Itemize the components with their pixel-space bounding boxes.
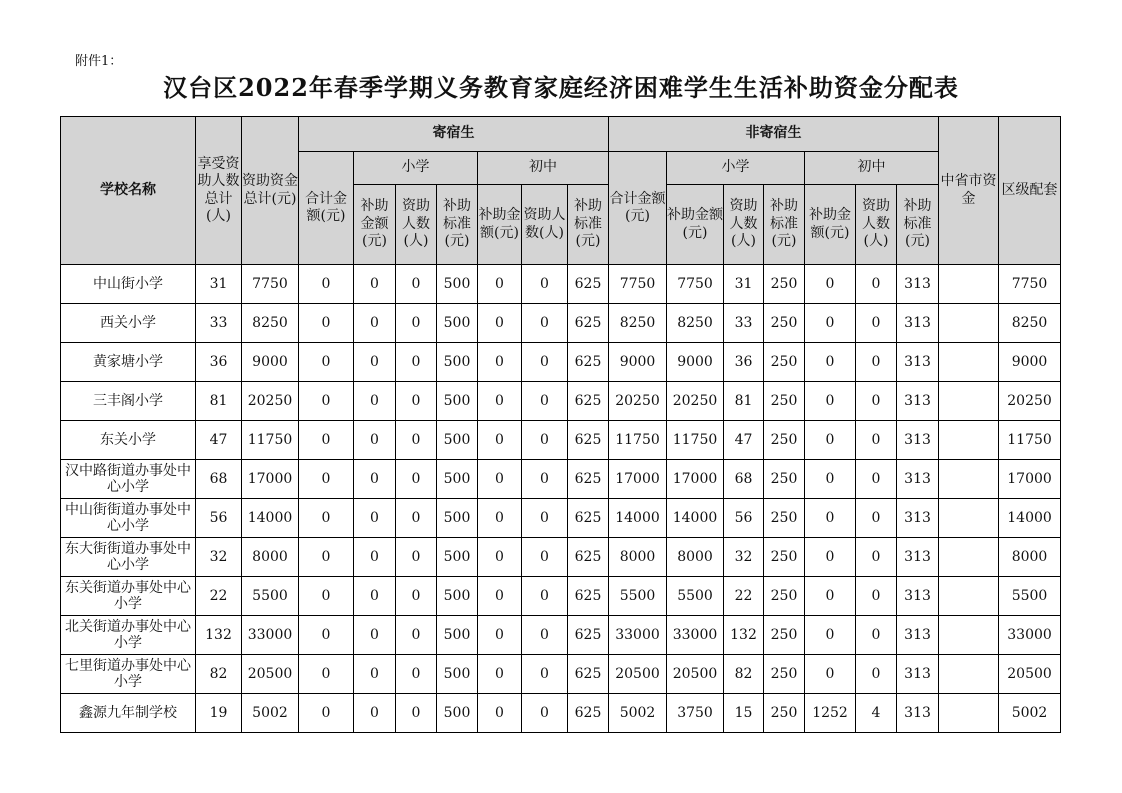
school-name-cell: 北关街道办事处中心小学 [61, 616, 196, 655]
nonboarding-primary-people-cell: 15 [724, 694, 764, 733]
total-funds-cell: 7750 [242, 265, 299, 304]
nonboarding-middle-amount-cell: 0 [805, 460, 856, 499]
boarding-primary-standard-cell: 500 [437, 538, 478, 577]
table-row [61, 577, 1061, 616]
header-b-m-people: 资助人数(人) [522, 185, 568, 265]
nonboarding-primary-amount-cell: 9000 [667, 343, 724, 382]
nonboarding-subtotal-cell: 14000 [609, 499, 667, 538]
nonboarding-middle-amount-cell: 0 [805, 382, 856, 421]
boarding-subtotal-cell: 0 [299, 694, 354, 733]
prov-city-funds-cell [939, 382, 999, 421]
allocation-table [60, 116, 1061, 733]
boarding-primary-standard-cell: 500 [437, 616, 478, 655]
total-people-cell: 56 [196, 499, 242, 538]
nonboarding-middle-amount-cell: 0 [805, 265, 856, 304]
table-row [61, 304, 1061, 343]
nonboarding-primary-people-cell: 31 [724, 265, 764, 304]
nonboarding-primary-amount-cell: 11750 [667, 421, 724, 460]
boarding-primary-people-cell: 0 [396, 382, 437, 421]
total-people-cell: 33 [196, 304, 242, 343]
boarding-primary-amount-cell: 0 [354, 382, 396, 421]
nonboarding-primary-amount-cell: 5500 [667, 577, 724, 616]
nonboarding-primary-standard-cell: 250 [764, 304, 805, 343]
nonboarding-middle-people-cell: 0 [856, 265, 897, 304]
nonboarding-middle-amount-cell: 0 [805, 499, 856, 538]
district-match-cell: 20500 [999, 655, 1061, 694]
table-body [61, 265, 1061, 733]
boarding-subtotal-cell: 0 [299, 655, 354, 694]
boarding-primary-people-cell: 0 [396, 655, 437, 694]
nonboarding-middle-standard-cell: 313 [897, 538, 939, 577]
district-match-cell: 14000 [999, 499, 1061, 538]
boarding-primary-people-cell: 0 [396, 265, 437, 304]
nonboarding-middle-standard-cell: 313 [897, 616, 939, 655]
boarding-primary-amount-cell: 0 [354, 538, 396, 577]
nonboarding-primary-people-cell: 22 [724, 577, 764, 616]
boarding-primary-standard-cell: 500 [437, 499, 478, 538]
boarding-primary-standard-cell: 500 [437, 343, 478, 382]
nonboarding-middle-amount-cell: 0 [805, 577, 856, 616]
prov-city-funds-cell [939, 616, 999, 655]
total-funds-cell: 11750 [242, 421, 299, 460]
nonboarding-subtotal-cell: 20500 [609, 655, 667, 694]
boarding-primary-amount-cell: 0 [354, 616, 396, 655]
nonboarding-middle-standard-cell: 313 [897, 499, 939, 538]
nonboarding-subtotal-cell: 9000 [609, 343, 667, 382]
header-nonboarding-subtotal: 合计金额(元) [609, 152, 667, 265]
boarding-subtotal-cell: 0 [299, 616, 354, 655]
nonboarding-primary-people-cell: 132 [724, 616, 764, 655]
boarding-middle-standard-cell: 625 [568, 421, 609, 460]
boarding-middle-standard-cell: 625 [568, 382, 609, 421]
nonboarding-middle-standard-cell: 313 [897, 460, 939, 499]
nonboarding-middle-people-cell: 0 [856, 343, 897, 382]
header-b-p-amount: 补助金额(元) [354, 185, 396, 265]
nonboarding-middle-standard-cell: 313 [897, 343, 939, 382]
attachment-label: 附件1： [75, 54, 123, 69]
boarding-middle-standard-cell: 625 [568, 460, 609, 499]
boarding-middle-amount-cell: 0 [478, 460, 522, 499]
nonboarding-middle-people-cell: 0 [856, 577, 897, 616]
nonboarding-middle-standard-cell: 313 [897, 265, 939, 304]
nonboarding-middle-amount-cell: 0 [805, 538, 856, 577]
nonboarding-middle-amount-cell: 0 [805, 343, 856, 382]
nonboarding-middle-standard-cell: 313 [897, 421, 939, 460]
boarding-middle-amount-cell: 0 [478, 382, 522, 421]
nonboarding-primary-amount-cell: 17000 [667, 460, 724, 499]
boarding-subtotal-cell: 0 [299, 343, 354, 382]
nonboarding-primary-standard-cell: 250 [764, 499, 805, 538]
boarding-middle-amount-cell: 0 [478, 499, 522, 538]
prov-city-funds-cell [939, 538, 999, 577]
nonboarding-middle-standard-cell: 313 [897, 694, 939, 733]
prov-city-funds-cell [939, 343, 999, 382]
nonboarding-primary-amount-cell: 8000 [667, 538, 724, 577]
nonboarding-primary-standard-cell: 250 [764, 577, 805, 616]
boarding-primary-people-cell: 0 [396, 694, 437, 733]
district-match-cell: 5500 [999, 577, 1061, 616]
total-people-cell: 132 [196, 616, 242, 655]
nonboarding-middle-people-cell: 0 [856, 616, 897, 655]
boarding-middle-people-cell: 0 [522, 655, 568, 694]
boarding-subtotal-cell: 0 [299, 499, 354, 538]
boarding-primary-standard-cell: 500 [437, 421, 478, 460]
boarding-middle-standard-cell: 625 [568, 616, 609, 655]
boarding-primary-standard-cell: 500 [437, 304, 478, 343]
nonboarding-middle-amount-cell: 0 [805, 616, 856, 655]
boarding-middle-people-cell: 0 [522, 499, 568, 538]
header-total-people: 享受资助人数总计(人) [196, 117, 242, 265]
nonboarding-primary-standard-cell: 250 [764, 460, 805, 499]
school-name-cell: 中山街小学 [61, 265, 196, 304]
nonboarding-primary-people-cell: 68 [724, 460, 764, 499]
total-people-cell: 68 [196, 460, 242, 499]
boarding-primary-amount-cell: 0 [354, 304, 396, 343]
total-funds-cell: 33000 [242, 616, 299, 655]
header-nb-m-amount: 补助金额(元) [805, 185, 856, 265]
boarding-middle-amount-cell: 0 [478, 304, 522, 343]
total-funds-cell: 20500 [242, 655, 299, 694]
nonboarding-subtotal-cell: 5002 [609, 694, 667, 733]
boarding-primary-people-cell: 0 [396, 499, 437, 538]
school-name-cell: 东大街街道办事处中心小学 [61, 538, 196, 577]
header-non-boarding: 非寄宿生 [609, 117, 939, 152]
boarding-primary-amount-cell: 0 [354, 421, 396, 460]
header-total-funds: 资助资金总计(元) [242, 117, 299, 265]
total-funds-cell: 5500 [242, 577, 299, 616]
boarding-middle-standard-cell: 625 [568, 304, 609, 343]
total-people-cell: 47 [196, 421, 242, 460]
nonboarding-primary-people-cell: 47 [724, 421, 764, 460]
district-match-cell: 20250 [999, 382, 1061, 421]
nonboarding-primary-amount-cell: 3750 [667, 694, 724, 733]
boarding-primary-amount-cell: 0 [354, 499, 396, 538]
boarding-primary-people-cell: 0 [396, 304, 437, 343]
header-district-match: 区级配套 [999, 117, 1061, 265]
nonboarding-middle-standard-cell: 313 [897, 577, 939, 616]
nonboarding-middle-people-cell: 0 [856, 460, 897, 499]
table-row [61, 694, 1061, 733]
boarding-middle-people-cell: 0 [522, 538, 568, 577]
table-row [61, 460, 1061, 499]
nonboarding-primary-standard-cell: 250 [764, 265, 805, 304]
boarding-subtotal-cell: 0 [299, 421, 354, 460]
nonboarding-primary-people-cell: 32 [724, 538, 764, 577]
total-people-cell: 32 [196, 538, 242, 577]
nonboarding-primary-standard-cell: 250 [764, 421, 805, 460]
nonboarding-middle-people-cell: 0 [856, 655, 897, 694]
school-name-cell: 中山街街道办事处中心小学 [61, 499, 196, 538]
boarding-middle-standard-cell: 625 [568, 694, 609, 733]
nonboarding-primary-people-cell: 56 [724, 499, 764, 538]
boarding-subtotal-cell: 0 [299, 304, 354, 343]
table-row [61, 499, 1061, 538]
boarding-primary-standard-cell: 500 [437, 382, 478, 421]
boarding-middle-amount-cell: 0 [478, 694, 522, 733]
nonboarding-primary-standard-cell: 250 [764, 343, 805, 382]
header-nb-m-people: 资助人数(人) [856, 185, 897, 265]
boarding-middle-amount-cell: 0 [478, 655, 522, 694]
boarding-middle-amount-cell: 0 [478, 343, 522, 382]
school-name-cell: 七里街道办事处中心小学 [61, 655, 196, 694]
boarding-middle-people-cell: 0 [522, 616, 568, 655]
nonboarding-middle-standard-cell: 313 [897, 655, 939, 694]
boarding-primary-people-cell: 0 [396, 421, 437, 460]
table-row [61, 265, 1061, 304]
school-name-cell: 鑫源九年制学校 [61, 694, 196, 733]
header-b-p-standard: 补助标准(元) [437, 185, 478, 265]
boarding-middle-standard-cell: 625 [568, 265, 609, 304]
boarding-primary-amount-cell: 0 [354, 460, 396, 499]
header-nb-p-people: 资助人数(人) [724, 185, 764, 265]
boarding-middle-standard-cell: 625 [568, 538, 609, 577]
header-boarding: 寄宿生 [299, 117, 609, 152]
nonboarding-primary-amount-cell: 14000 [667, 499, 724, 538]
nonboarding-primary-amount-cell: 7750 [667, 265, 724, 304]
boarding-middle-standard-cell: 625 [568, 343, 609, 382]
total-funds-cell: 8000 [242, 538, 299, 577]
nonboarding-subtotal-cell: 33000 [609, 616, 667, 655]
nonboarding-middle-amount-cell: 1252 [805, 694, 856, 733]
boarding-middle-people-cell: 0 [522, 460, 568, 499]
header-nb-m-standard: 补助标准(元) [897, 185, 939, 265]
boarding-primary-people-cell: 0 [396, 460, 437, 499]
prov-city-funds-cell [939, 304, 999, 343]
nonboarding-primary-standard-cell: 250 [764, 382, 805, 421]
boarding-middle-standard-cell: 625 [568, 577, 609, 616]
total-people-cell: 31 [196, 265, 242, 304]
school-name-cell: 西关小学 [61, 304, 196, 343]
boarding-middle-people-cell: 0 [522, 343, 568, 382]
boarding-primary-people-cell: 0 [396, 577, 437, 616]
prov-city-funds-cell [939, 421, 999, 460]
table-row [61, 421, 1061, 460]
prov-city-funds-cell [939, 655, 999, 694]
nonboarding-middle-standard-cell: 313 [897, 304, 939, 343]
total-funds-cell: 8250 [242, 304, 299, 343]
total-people-cell: 82 [196, 655, 242, 694]
boarding-middle-standard-cell: 625 [568, 655, 609, 694]
nonboarding-subtotal-cell: 5500 [609, 577, 667, 616]
nonboarding-primary-amount-cell: 20500 [667, 655, 724, 694]
nonboarding-subtotal-cell: 17000 [609, 460, 667, 499]
table-row [61, 538, 1061, 577]
boarding-primary-amount-cell: 0 [354, 343, 396, 382]
boarding-primary-people-cell: 0 [396, 616, 437, 655]
nonboarding-middle-people-cell: 0 [856, 538, 897, 577]
boarding-middle-people-cell: 0 [522, 265, 568, 304]
district-match-cell: 17000 [999, 460, 1061, 499]
nonboarding-primary-standard-cell: 250 [764, 655, 805, 694]
boarding-primary-amount-cell: 0 [354, 655, 396, 694]
prov-city-funds-cell [939, 499, 999, 538]
total-people-cell: 81 [196, 382, 242, 421]
total-funds-cell: 5002 [242, 694, 299, 733]
boarding-primary-amount-cell: 0 [354, 577, 396, 616]
nonboarding-primary-standard-cell: 250 [764, 538, 805, 577]
nonboarding-middle-people-cell: 4 [856, 694, 897, 733]
prov-city-funds-cell [939, 265, 999, 304]
nonboarding-primary-people-cell: 36 [724, 343, 764, 382]
boarding-primary-amount-cell: 0 [354, 265, 396, 304]
nonboarding-middle-people-cell: 0 [856, 499, 897, 538]
total-funds-cell: 14000 [242, 499, 299, 538]
boarding-primary-people-cell: 0 [396, 538, 437, 577]
total-funds-cell: 9000 [242, 343, 299, 382]
district-match-cell: 9000 [999, 343, 1061, 382]
nonboarding-primary-people-cell: 82 [724, 655, 764, 694]
boarding-middle-amount-cell: 0 [478, 577, 522, 616]
page-title: 汉台区2022年春季学期义务教育家庭经济困难学生生活补助资金分配表 [163, 73, 959, 102]
boarding-subtotal-cell: 0 [299, 577, 354, 616]
boarding-primary-people-cell: 0 [396, 343, 437, 382]
boarding-subtotal-cell: 0 [299, 265, 354, 304]
boarding-subtotal-cell: 0 [299, 460, 354, 499]
prov-city-funds-cell [939, 577, 999, 616]
header-boarding-middle: 初中 [478, 152, 609, 185]
boarding-primary-standard-cell: 500 [437, 460, 478, 499]
header-boarding-subtotal: 合计金额(元) [299, 152, 354, 265]
boarding-middle-people-cell: 0 [522, 577, 568, 616]
school-name-cell: 黄家塘小学 [61, 343, 196, 382]
table-row [61, 655, 1061, 694]
nonboarding-subtotal-cell: 11750 [609, 421, 667, 460]
nonboarding-middle-people-cell: 0 [856, 382, 897, 421]
nonboarding-subtotal-cell: 20250 [609, 382, 667, 421]
boarding-middle-standard-cell: 625 [568, 499, 609, 538]
nonboarding-primary-amount-cell: 20250 [667, 382, 724, 421]
nonboarding-subtotal-cell: 8250 [609, 304, 667, 343]
nonboarding-primary-standard-cell: 250 [764, 616, 805, 655]
nonboarding-primary-amount-cell: 8250 [667, 304, 724, 343]
header-b-m-standard: 补助标准(元) [568, 185, 609, 265]
boarding-middle-amount-cell: 0 [478, 421, 522, 460]
header-nonboarding-primary: 小学 [667, 152, 805, 185]
total-people-cell: 19 [196, 694, 242, 733]
nonboarding-subtotal-cell: 8000 [609, 538, 667, 577]
boarding-middle-people-cell: 0 [522, 421, 568, 460]
school-name-cell: 汉中路街道办事处中心小学 [61, 460, 196, 499]
boarding-primary-standard-cell: 500 [437, 265, 478, 304]
school-name-cell: 三丰阁小学 [61, 382, 196, 421]
prov-city-funds-cell [939, 694, 999, 733]
boarding-middle-people-cell: 0 [522, 694, 568, 733]
nonboarding-primary-people-cell: 33 [724, 304, 764, 343]
nonboarding-middle-people-cell: 0 [856, 304, 897, 343]
district-match-cell: 7750 [999, 265, 1061, 304]
district-match-cell: 11750 [999, 421, 1061, 460]
nonboarding-middle-people-cell: 0 [856, 421, 897, 460]
total-funds-cell: 20250 [242, 382, 299, 421]
boarding-middle-amount-cell: 0 [478, 265, 522, 304]
nonboarding-middle-amount-cell: 0 [805, 421, 856, 460]
header-boarding-primary: 小学 [354, 152, 478, 185]
district-match-cell: 5002 [999, 694, 1061, 733]
boarding-primary-standard-cell: 500 [437, 655, 478, 694]
header-prov-city-funds: 中省市资金 [939, 117, 999, 265]
school-name-cell: 东关小学 [61, 421, 196, 460]
nonboarding-middle-amount-cell: 0 [805, 655, 856, 694]
nonboarding-middle-standard-cell: 313 [897, 382, 939, 421]
district-match-cell: 8250 [999, 304, 1061, 343]
nonboarding-middle-amount-cell: 0 [805, 304, 856, 343]
nonboarding-primary-standard-cell: 250 [764, 694, 805, 733]
boarding-subtotal-cell: 0 [299, 538, 354, 577]
boarding-primary-standard-cell: 500 [437, 577, 478, 616]
total-people-cell: 22 [196, 577, 242, 616]
header-b-p-people: 资助人数(人) [396, 185, 437, 265]
boarding-subtotal-cell: 0 [299, 382, 354, 421]
header-nb-p-amount: 补助金额(元) [667, 185, 724, 265]
school-name-cell: 东关街道办事处中心小学 [61, 577, 196, 616]
table-row [61, 343, 1061, 382]
boarding-middle-amount-cell: 0 [478, 538, 522, 577]
nonboarding-primary-people-cell: 81 [724, 382, 764, 421]
district-match-cell: 8000 [999, 538, 1061, 577]
table-row [61, 382, 1061, 421]
prov-city-funds-cell [939, 460, 999, 499]
district-match-cell: 33000 [999, 616, 1061, 655]
boarding-primary-standard-cell: 500 [437, 694, 478, 733]
boarding-middle-people-cell: 0 [522, 382, 568, 421]
header-nb-p-standard: 补助标准(元) [764, 185, 805, 265]
nonboarding-primary-amount-cell: 33000 [667, 616, 724, 655]
boarding-middle-amount-cell: 0 [478, 616, 522, 655]
header-school-name: 学校名称 [61, 117, 196, 265]
total-funds-cell: 17000 [242, 460, 299, 499]
table-row [61, 616, 1061, 655]
boarding-primary-amount-cell: 0 [354, 694, 396, 733]
total-people-cell: 36 [196, 343, 242, 382]
nonboarding-subtotal-cell: 7750 [609, 265, 667, 304]
header-nonboarding-middle: 初中 [805, 152, 939, 185]
boarding-middle-people-cell: 0 [522, 304, 568, 343]
header-b-m-amount: 补助金额(元) [478, 185, 522, 265]
